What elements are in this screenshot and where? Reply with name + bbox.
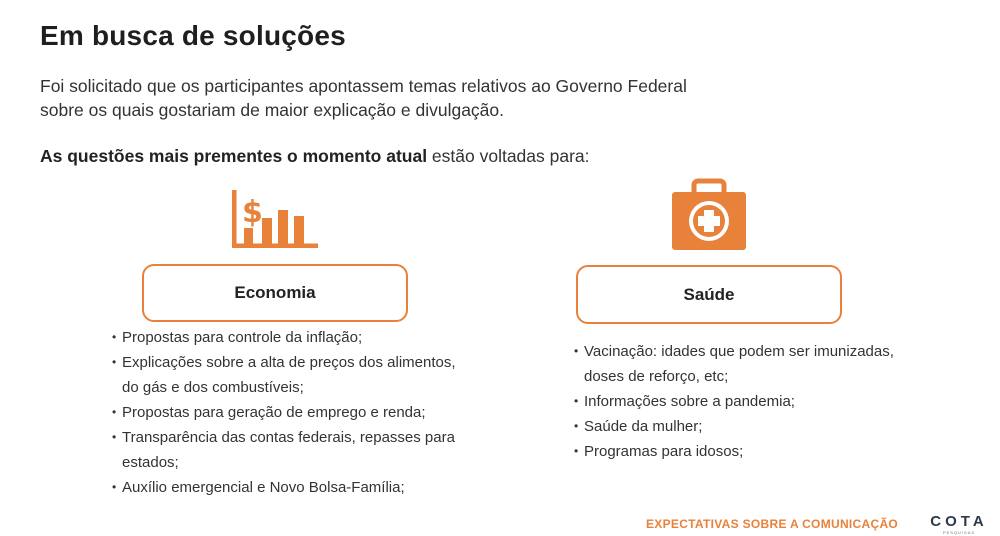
list-item: • Vacinação: idades que podem ser imunizadas, doses de reforço, etc; <box>574 339 904 389</box>
list-item: • Propostas para geração de emprego e renda; <box>112 400 472 425</box>
logo-word: COTA <box>930 513 988 530</box>
list-item: • Programas para idosos; <box>574 439 904 464</box>
lead-text <box>40 146 590 167</box>
money-bar-chart-icon <box>230 188 320 250</box>
economy-label: Economia <box>234 283 316 302</box>
slide-title: Em busca de soluções <box>40 20 346 51</box>
list-item: • Propostas para controle da inflação; <box>112 325 472 350</box>
medical-kit-icon <box>670 178 748 252</box>
health-box <box>576 265 842 324</box>
svg-text:$: $ <box>242 195 263 230</box>
footer-section-label: EXPECTATIVAS SOBRE A COMUNICAÇÃO <box>646 517 899 531</box>
logo-subtitle: PESQUISAS <box>942 530 976 535</box>
economy-box <box>142 264 408 322</box>
list-item: • Transparência das contas federais, repasses para estados; <box>112 425 472 475</box>
lead-rest-text: estão voltadas para: <box>427 146 590 166</box>
list-item: • Informações sobre a pandemia; <box>574 389 904 414</box>
cota-logo <box>928 514 990 535</box>
lead-bold-text: As questões mais prementes o momento atual <box>40 146 428 166</box>
list-item: • Explicações sobre a alta de preços dos alimentos, do gás e dos combustíveis; <box>112 350 472 400</box>
economy-topic-list <box>112 325 472 500</box>
health-topic-list <box>574 339 904 464</box>
intro-text: Foi solicitado que os participantes apontassem temas relativos ao Governo Federal sobre os quais gostariam de maior explicação e divulgação. <box>40 76 687 120</box>
list-item: • Auxílio emergencial e Novo Bolsa-Família; <box>112 475 472 500</box>
list-item: • Saúde da mulher; <box>574 414 904 439</box>
health-label: Saúde <box>683 284 735 304</box>
